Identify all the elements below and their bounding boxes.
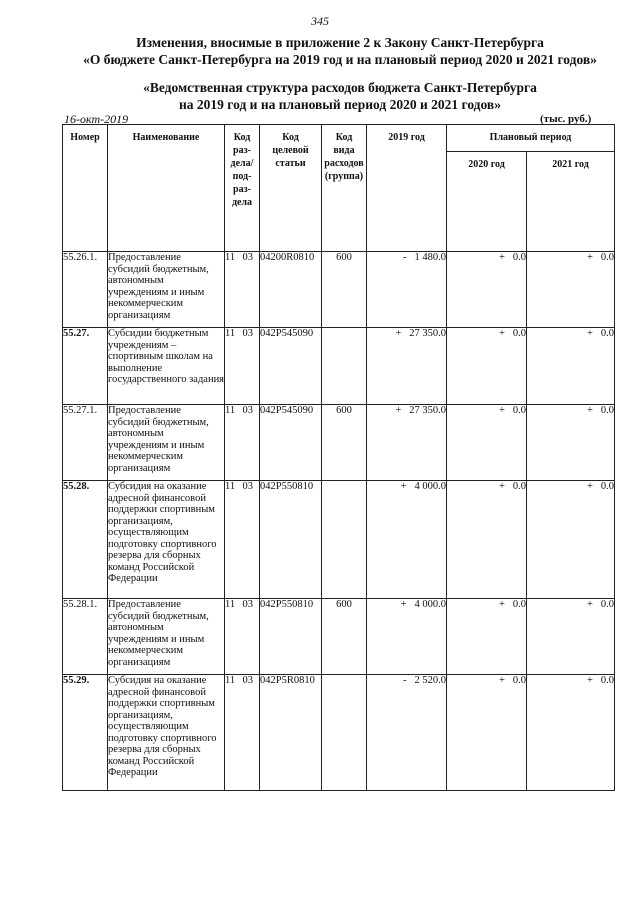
- document-subtitle: [40, 79, 640, 113]
- header-target-line: статьи: [275, 158, 306, 169]
- document-subtitle-line-2: на 2019 год и на плановый период 2020 и 2021 годов»: [179, 97, 501, 112]
- value-sign: +: [400, 481, 407, 492]
- row-number: 55.28.: [63, 481, 108, 599]
- header-section-code: [225, 125, 260, 252]
- value-sign: -: [403, 675, 407, 686]
- value-amount: 0.0: [600, 675, 615, 686]
- value-amount: 1 480.0: [414, 252, 446, 263]
- header-year-2021: 2021 год: [527, 152, 615, 252]
- value-amount: 4 000.0: [414, 599, 446, 610]
- header-number: Номер: [63, 125, 108, 252]
- row-value-2021: [527, 599, 615, 675]
- document-title-line-1: Изменения, вносимые в приложение 2 к Закону Санкт-Петербурга: [136, 35, 544, 50]
- header-section-line: под-: [232, 171, 252, 182]
- section-code: 11: [225, 328, 236, 339]
- value-amount: 27 350.0: [409, 328, 446, 339]
- header-section-line: раз-: [233, 145, 251, 156]
- value-amount: 0.0: [600, 481, 615, 492]
- header-section-line: дела/: [230, 158, 254, 169]
- value-amount: 0.0: [600, 599, 615, 610]
- value-sign: +: [395, 405, 402, 416]
- row-name: Субсидия на оказание адресной финансовой поддержки спортивным организациям, осуществляющим подготовку спортивного резерва для сборных команд Российской Федерации: [108, 481, 225, 599]
- header-name: Наименование: [108, 125, 225, 252]
- row-number: 55.29.: [63, 675, 108, 791]
- value-sign: +: [586, 405, 593, 416]
- value-amount: 0.0: [600, 405, 615, 416]
- header-year-2019: 2019 год: [367, 125, 447, 252]
- header-type-line: вида: [333, 145, 355, 156]
- row-name: Предоставление субсидий бюджетным, автономным учреждениям и иным некоммерческим организациям: [108, 252, 225, 328]
- row-name: Предоставление субсидий бюджетным, автономным учреждениям и иным некоммерческим организациям: [108, 405, 225, 481]
- row-value-2020: [447, 481, 527, 599]
- value-amount: 4 000.0: [414, 481, 446, 492]
- section-code: 11: [225, 405, 236, 416]
- row-target-code: 042P550810: [260, 599, 322, 675]
- value-amount: 0.0: [512, 328, 526, 339]
- header-section-line: раз-: [233, 184, 251, 195]
- row-section: [225, 675, 260, 791]
- table-row: [63, 599, 615, 675]
- row-section: [225, 252, 260, 328]
- row-target-code: 042P545090: [260, 328, 322, 405]
- value-sign: +: [498, 675, 505, 686]
- row-value-2019: [367, 599, 447, 675]
- budget-table: [62, 124, 615, 791]
- document-title: [40, 34, 640, 68]
- row-target-code: 04200R0810: [260, 252, 322, 328]
- value-amount: 0.0: [512, 481, 526, 492]
- table-row: [63, 405, 615, 481]
- row-value-2021: [527, 252, 615, 328]
- value-amount: 2 520.0: [414, 675, 446, 686]
- row-value-2021: [527, 405, 615, 481]
- row-number: 55.26.1.: [63, 252, 108, 328]
- row-number: 55.27.: [63, 328, 108, 405]
- row-value-2019: [367, 481, 447, 599]
- subsection-code: 03: [242, 405, 253, 416]
- row-name: Субсидии бюджетным учреждениям – спортивным школам на выполнение государственного задания: [108, 328, 225, 405]
- row-value-2019: [367, 252, 447, 328]
- value-sign: +: [586, 599, 593, 610]
- row-value-2020: [447, 252, 527, 328]
- subsection-code: 03: [242, 599, 253, 610]
- row-section: [225, 405, 260, 481]
- value-amount: 0.0: [512, 252, 526, 263]
- value-sign: -: [403, 252, 407, 263]
- row-expense-type: 600: [322, 252, 367, 328]
- subsection-code: 03: [242, 328, 253, 339]
- table-row: [63, 328, 615, 405]
- value-sign: +: [498, 599, 505, 610]
- header-type-line: расходов: [324, 158, 364, 169]
- row-value-2020: [447, 328, 527, 405]
- value-sign: +: [498, 252, 505, 263]
- value-sign: +: [586, 328, 593, 339]
- row-name: Субсидия на оказание адресной финансовой поддержки спортивным организациям, осуществляющим подготовку спортивного резерва для сборных команд Российской Федерации: [108, 675, 225, 791]
- row-expense-type: [322, 328, 367, 405]
- row-section: [225, 599, 260, 675]
- table-row: [63, 481, 615, 599]
- header-target-line: целевой: [272, 145, 309, 156]
- document-date: 16-окт-2019: [64, 112, 129, 126]
- row-name: Предоставление субсидий бюджетным, автономным учреждениям и иным некоммерческим организациям: [108, 599, 225, 675]
- table-row: [63, 252, 615, 328]
- row-target-code: 042P5R0810: [260, 675, 322, 791]
- row-value-2021: [527, 481, 615, 599]
- header-type-line: (группа): [324, 171, 364, 182]
- row-expense-type: [322, 675, 367, 791]
- row-value-2020: [447, 675, 527, 791]
- value-sign: +: [498, 481, 505, 492]
- value-amount: 0.0: [512, 405, 526, 416]
- row-value-2021: [527, 328, 615, 405]
- value-amount: 0.0: [512, 675, 526, 686]
- row-expense-type: 600: [322, 405, 367, 481]
- table-row: [63, 675, 615, 791]
- section-code: 11: [225, 599, 236, 610]
- value-amount: 0.0: [512, 599, 526, 610]
- page-number: 345: [311, 14, 329, 28]
- value-sign: +: [395, 328, 402, 339]
- subsection-code: 03: [242, 675, 253, 686]
- row-target-code: 042P545090: [260, 405, 322, 481]
- row-expense-type: 600: [322, 599, 367, 675]
- value-amount: 0.0: [600, 328, 615, 339]
- subsection-code: 03: [242, 481, 253, 492]
- header-type-line: Код: [335, 132, 353, 143]
- section-code: 11: [225, 675, 236, 686]
- row-expense-type: [322, 481, 367, 599]
- row-section: [225, 328, 260, 405]
- row-target-code: 042P550810: [260, 481, 322, 599]
- value-sign: +: [498, 405, 505, 416]
- value-sign: +: [400, 599, 407, 610]
- row-value-2020: [447, 405, 527, 481]
- header-year-2020: 2020 год: [447, 152, 527, 252]
- value-sign: +: [586, 481, 593, 492]
- header-planned-period: Плановый период: [447, 125, 615, 152]
- document-title-line-2: «О бюджете Санкт-Петербурга на 2019 год и на плановый период 2020 и 2021 годов»: [83, 52, 597, 67]
- value-sign: +: [586, 675, 593, 686]
- value-amount: 0.0: [600, 252, 615, 263]
- row-number: 55.28.1.: [63, 599, 108, 675]
- row-value-2019: [367, 405, 447, 481]
- value-amount: 27 350.0: [409, 405, 446, 416]
- row-value-2019: [367, 675, 447, 791]
- value-sign: +: [586, 252, 593, 263]
- row-section: [225, 481, 260, 599]
- row-value-2020: [447, 599, 527, 675]
- units-label: (тыс. руб.): [540, 113, 592, 125]
- header-target-code: [260, 125, 322, 252]
- row-number: 55.27.1.: [63, 405, 108, 481]
- row-value-2021: [527, 675, 615, 791]
- document-subtitle-line-1: «Ведомственная структура расходов бюджета Санкт-Петербурга: [143, 80, 537, 95]
- row-value-2019: [367, 328, 447, 405]
- subsection-code: 03: [242, 252, 253, 263]
- section-code: 11: [225, 481, 236, 492]
- header-target-line: Код: [282, 132, 299, 143]
- value-sign: +: [498, 328, 505, 339]
- header-expense-type: [322, 125, 367, 252]
- header-section-line: Код: [233, 132, 251, 143]
- section-code: 11: [225, 252, 236, 263]
- header-section-line: дела: [231, 197, 253, 208]
